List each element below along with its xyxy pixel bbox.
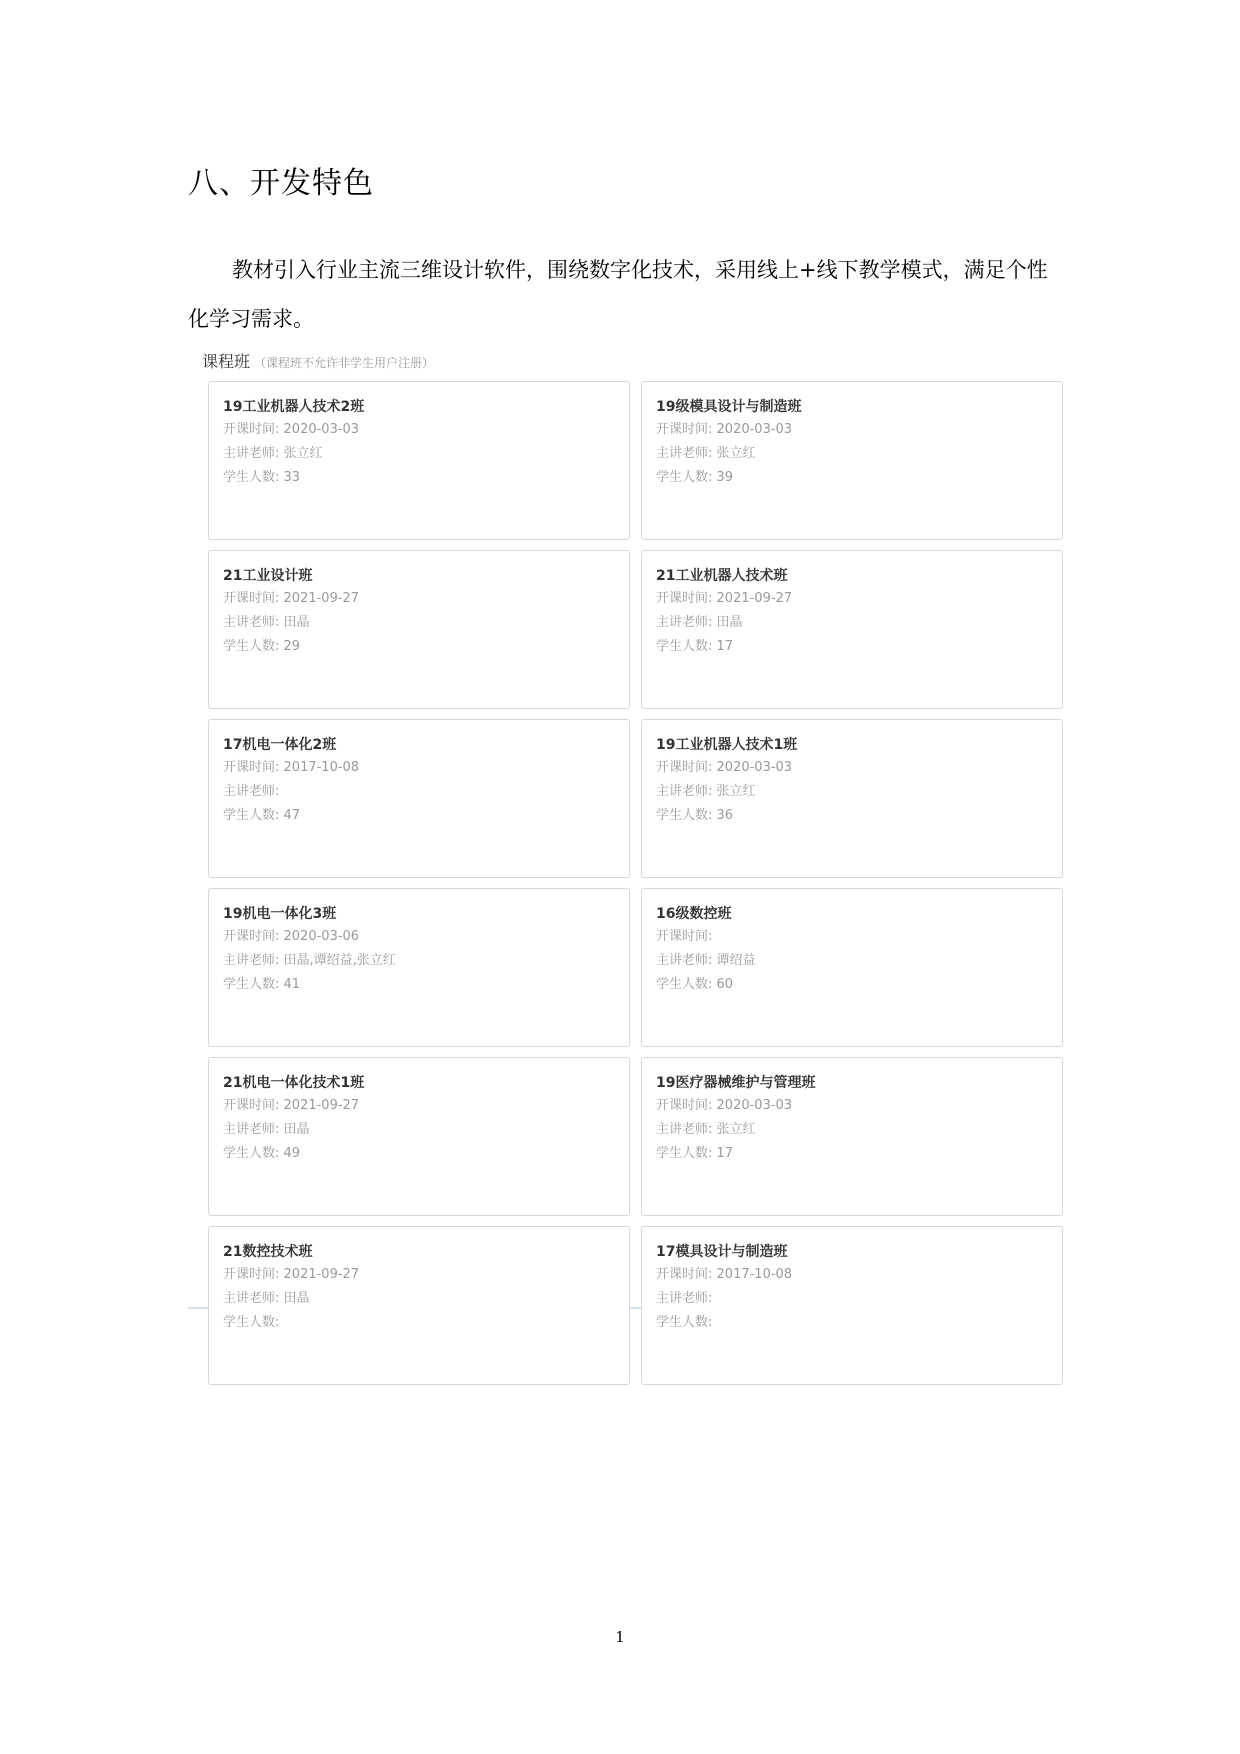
- class-teacher-value: 张立红: [716, 1122, 756, 1137]
- class-start-date-row: [223, 1094, 629, 1118]
- class-teacher-label: 主讲老师:: [656, 953, 713, 968]
- class-student-count-label: 学生人数:: [223, 639, 280, 654]
- class-student-count-label: 学生人数:: [656, 639, 713, 654]
- class-teacher-row: [656, 1118, 1062, 1142]
- class-student-count-row: [656, 1311, 1062, 1335]
- class-card[interactable]: [641, 550, 1063, 709]
- class-teacher-label: 主讲老师:: [656, 784, 713, 799]
- class-name[interactable]: 19机电一体化3班: [223, 906, 337, 922]
- class-teacher-row: [223, 1287, 629, 1311]
- class-teacher-value: 田晶,谭绍益,张立红: [283, 953, 396, 968]
- class-teacher-value: 田晶: [716, 615, 743, 630]
- class-start-date-value: 2017-10-08: [283, 760, 360, 775]
- class-name[interactable]: 19医疗器械维护与管理班: [656, 1075, 816, 1091]
- class-card[interactable]: [208, 1057, 630, 1216]
- class-student-count-value: 60: [716, 977, 734, 992]
- class-student-count-row: [656, 466, 1062, 490]
- class-teacher-row: [656, 949, 1062, 973]
- class-student-count-value: 17: [716, 639, 734, 654]
- class-start-date-row: [656, 587, 1062, 611]
- class-teacher-label: 主讲老师:: [223, 1122, 280, 1137]
- class-teacher-row: [656, 442, 1062, 466]
- class-student-count-row: [223, 804, 629, 828]
- class-name[interactable]: 19级模具设计与制造班: [656, 399, 802, 415]
- class-student-count-row: [656, 804, 1062, 828]
- class-card[interactable]: [641, 719, 1063, 878]
- class-start-date-row: [656, 1263, 1062, 1287]
- class-name[interactable]: 21机电一体化技术1班: [223, 1075, 365, 1091]
- class-student-count-label: 学生人数:: [656, 1315, 713, 1330]
- class-student-count-row: [656, 1142, 1062, 1166]
- class-student-count-value: 33: [283, 470, 301, 485]
- class-start-date-label: 开课时间:: [656, 422, 713, 437]
- class-student-count-row: [223, 466, 629, 490]
- course-class-title-text: 课程班: [202, 352, 251, 371]
- class-card[interactable]: [641, 888, 1063, 1047]
- class-teacher-value: 谭绍益: [716, 953, 756, 968]
- class-start-date-value: 2020-03-03: [716, 422, 793, 437]
- class-student-count-value: 39: [716, 470, 734, 485]
- class-student-count-label: 学生人数:: [656, 808, 713, 823]
- class-teacher-row: [223, 611, 629, 635]
- class-teacher-value: 张立红: [716, 446, 756, 461]
- class-start-date-row: [223, 925, 629, 949]
- class-start-date-row: [223, 756, 629, 780]
- class-student-count-row: [656, 973, 1062, 997]
- class-teacher-label: 主讲老师:: [656, 615, 713, 630]
- class-start-date-value: 2020-03-03: [716, 760, 793, 775]
- class-start-date-label: 开课时间:: [656, 1267, 713, 1282]
- class-name[interactable]: 21数控技术班: [223, 1244, 313, 1260]
- class-name[interactable]: 17模具设计与制造班: [656, 1244, 788, 1260]
- class-card[interactable]: [208, 888, 630, 1047]
- class-card[interactable]: [641, 1226, 1063, 1385]
- class-student-count-label: 学生人数:: [223, 1315, 280, 1330]
- class-start-date-value: 2020-03-03: [716, 1098, 793, 1113]
- course-class-title: [202, 349, 434, 372]
- class-student-count-label: 学生人数:: [223, 470, 280, 485]
- class-name[interactable]: 21工业机器人技术班: [656, 568, 788, 584]
- class-start-date-label: 开课时间:: [223, 929, 280, 944]
- class-teacher-label: 主讲老师:: [223, 1291, 280, 1306]
- class-start-date-label: 开课时间:: [656, 591, 713, 606]
- class-student-count-label: 学生人数:: [223, 1146, 280, 1161]
- class-start-date-value: 2020-03-03: [283, 422, 360, 437]
- class-student-count-row: [223, 973, 629, 997]
- class-start-date-value: 2021-09-27: [283, 591, 360, 606]
- class-student-count-label: 学生人数:: [656, 1146, 713, 1161]
- class-name[interactable]: 19工业机器人技术2班: [223, 399, 365, 415]
- class-teacher-label: 主讲老师:: [223, 953, 280, 968]
- class-name[interactable]: 16级数控班: [656, 906, 732, 922]
- class-teacher-row: [223, 949, 629, 973]
- class-start-date-value: 2021-09-27: [716, 591, 793, 606]
- class-student-count-label: 学生人数:: [223, 977, 280, 992]
- class-start-date-label: 开课时间:: [223, 591, 280, 606]
- class-start-date-label: 开课时间:: [656, 760, 713, 775]
- class-start-date-value: 2021-09-27: [283, 1267, 360, 1282]
- class-student-count-value: 36: [716, 808, 734, 823]
- class-student-count-value: 17: [716, 1146, 734, 1161]
- class-teacher-label: 主讲老师:: [223, 446, 280, 461]
- class-card[interactable]: [208, 550, 630, 709]
- class-teacher-row: [656, 611, 1062, 635]
- class-start-date-value: 2017-10-08: [716, 1267, 793, 1282]
- body-paragraph: 教材引入行业主流三维设计软件，围绕数字化技术，采用线上+线下教学模式，满足个性化学习需求。: [188, 258, 1048, 331]
- class-teacher-label: 主讲老师:: [656, 1122, 713, 1137]
- class-start-date-value: 2020-03-06: [283, 929, 360, 944]
- class-start-date-label: 开课时间:: [656, 1098, 713, 1113]
- class-start-date-row: [223, 1263, 629, 1287]
- class-name[interactable]: 17机电一体化2班: [223, 737, 337, 753]
- class-student-count-label: 学生人数:: [656, 977, 713, 992]
- class-start-date-row: [223, 587, 629, 611]
- class-teacher-label: 主讲老师:: [656, 446, 713, 461]
- class-student-count-row: [656, 635, 1062, 659]
- class-start-date-label: 开课时间:: [223, 1267, 280, 1282]
- class-start-date-label: 开课时间:: [223, 760, 280, 775]
- class-name[interactable]: 19工业机器人技术1班: [656, 737, 798, 753]
- class-card[interactable]: [641, 1057, 1063, 1216]
- class-student-count-label: 学生人数:: [656, 470, 713, 485]
- class-teacher-row: [223, 442, 629, 466]
- class-start-date-row: [223, 418, 629, 442]
- course-class-note: （课程班不允许非学生用户注册）: [254, 356, 435, 370]
- class-start-date-row: [656, 925, 1062, 949]
- class-card[interactable]: [208, 719, 630, 878]
- class-card[interactable]: [208, 381, 630, 540]
- class-student-count-value: 47: [283, 808, 301, 823]
- class-teacher-value: 田晶: [283, 1122, 310, 1137]
- class-start-date-label: 开课时间:: [223, 1098, 280, 1113]
- class-teacher-row: [656, 1287, 1062, 1311]
- class-start-date-value: 2021-09-27: [283, 1098, 360, 1113]
- class-start-date-row: [656, 756, 1062, 780]
- class-card[interactable]: [641, 381, 1063, 540]
- class-student-count-value: 29: [283, 639, 301, 654]
- class-teacher-value: 田晶: [283, 1291, 310, 1306]
- class-student-count-value: 49: [283, 1146, 301, 1161]
- class-start-date-label: 开课时间:: [656, 929, 713, 944]
- class-teacher-label: 主讲老师:: [223, 784, 280, 799]
- page-number: 1: [615, 1628, 625, 1646]
- class-card[interactable]: [208, 1226, 630, 1385]
- class-teacher-value: 张立红: [716, 784, 756, 799]
- class-name[interactable]: 21工业设计班: [223, 568, 313, 584]
- class-teacher-label: 主讲老师:: [223, 615, 280, 630]
- section-heading: 八、开发特色: [188, 166, 374, 201]
- class-student-count-row: [223, 1142, 629, 1166]
- class-teacher-row: [223, 780, 629, 804]
- class-start-date-label: 开课时间:: [223, 422, 280, 437]
- class-student-count-label: 学生人数:: [223, 808, 280, 823]
- class-start-date-row: [656, 1094, 1062, 1118]
- course-class-screenshot: [188, 345, 1054, 1330]
- class-teacher-row: [656, 780, 1062, 804]
- class-start-date-row: [656, 418, 1062, 442]
- class-student-count-row: [223, 1311, 629, 1335]
- class-student-count-value: 41: [283, 977, 301, 992]
- class-teacher-row: [223, 1118, 629, 1142]
- class-teacher-label: 主讲老师:: [656, 1291, 713, 1306]
- class-teacher-value: 田晶: [283, 615, 310, 630]
- class-teacher-value: 张立红: [283, 446, 323, 461]
- class-student-count-row: [223, 635, 629, 659]
